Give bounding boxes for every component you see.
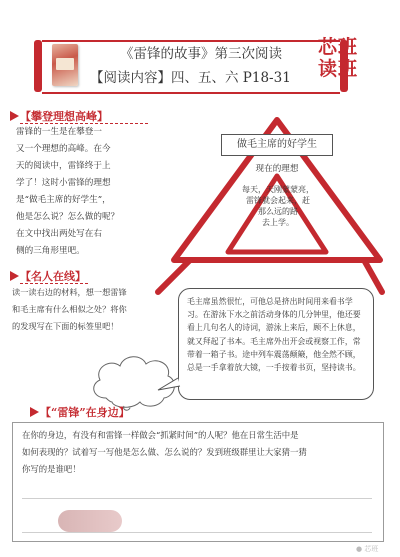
text-line: 你写的是谁吧！	[22, 464, 81, 474]
answer-line: 雷锋就会起来，赶	[246, 196, 310, 205]
scroll-left-roll	[34, 40, 42, 92]
ideal-title-box: 做毛主席的好学生	[221, 134, 333, 156]
class-logo-stamp	[312, 24, 372, 84]
section-label: 【名人在线】	[20, 270, 86, 283]
answer-line: 每天，天刚蒙蒙亮，	[242, 185, 314, 194]
triangle-leg-right	[364, 260, 382, 292]
text-line: 学了！这时小雷锋的理想	[16, 178, 111, 188]
writing-line[interactable]	[22, 498, 372, 499]
text-line: 读一读右边的材料，想一想雷锋	[12, 287, 127, 297]
text-line: 的发现写在下面的标签里吧！	[12, 321, 119, 331]
stamp-line-1: 芯班	[318, 36, 359, 58]
text-line: 在你的身边，有没有和雷锋一样做会“抓紧时间”的人呢？他在日常生活中是	[22, 430, 299, 440]
answer-line: 那么远的路	[258, 207, 298, 216]
celebrity-paragraph	[12, 284, 172, 335]
banner-bottom-rule	[42, 92, 340, 94]
ideal-paragraph	[16, 124, 156, 260]
text-line: 和毛主席有什么相似之处？将你	[12, 304, 127, 314]
answer-line: 去上学。	[262, 218, 294, 227]
writing-line[interactable]	[22, 532, 372, 533]
text-line: 他是怎么说？怎么做的呢？	[16, 212, 120, 222]
bullet-triangle-icon	[10, 271, 19, 281]
bullet-triangle-icon	[30, 407, 39, 417]
current-ideal-label: 现在的理想	[255, 164, 299, 174]
text-line: 雷锋的一生是在攀登一	[16, 127, 102, 137]
ideal-answer-text	[236, 184, 320, 228]
title-banner	[34, 28, 354, 110]
section-label: 【“雷锋”在身边】	[40, 406, 130, 419]
text-line: 侧的三角形里吧。	[16, 246, 85, 256]
page-title: 《雷锋的故事》第三次阅读	[120, 46, 282, 62]
nearby-prompt-text	[22, 427, 374, 478]
text-line: 又一个理想的高峰。在今	[16, 144, 111, 154]
name-tag-pill[interactable]	[58, 510, 122, 532]
text-line: 天的阅读中，雷锋终于上	[16, 161, 111, 171]
stamp-line-2: 读班	[318, 58, 359, 80]
text-line: 是“做毛主席的好学生”，	[16, 195, 111, 205]
bullet-triangle-icon	[10, 111, 19, 121]
speech-bubble-tail	[156, 376, 182, 396]
watermark: ● 芯班	[356, 545, 379, 553]
section-label: 【攀登理想高峰】	[20, 110, 108, 123]
section-heading-nearby	[28, 404, 130, 420]
text-line: 如何表现的？试着写一写他是怎么做、怎么说的？发到班级群里让大家猜一猜	[22, 447, 307, 457]
book-cover-image	[52, 44, 78, 86]
reading-range: 【阅读内容】四、五、六 P18-31	[90, 70, 291, 86]
text-line: 在文中找出两处写在右	[16, 229, 102, 239]
chairman-mao-quote-box: 毛主席虽然很忙，可他总是挤出时间用来看书学习。在游泳下水之前活动身体的几分钟里，他还要看上几句名人的诗词，游泳上来后，顾不上休息，就又拜起了书本。毛主席外出开会或视察工作，常带着一箱子书。途中列车震荡颠簸，他全然不顾，总是一手拿着放大镜，一手按着书页，坚持读书。	[178, 288, 374, 400]
